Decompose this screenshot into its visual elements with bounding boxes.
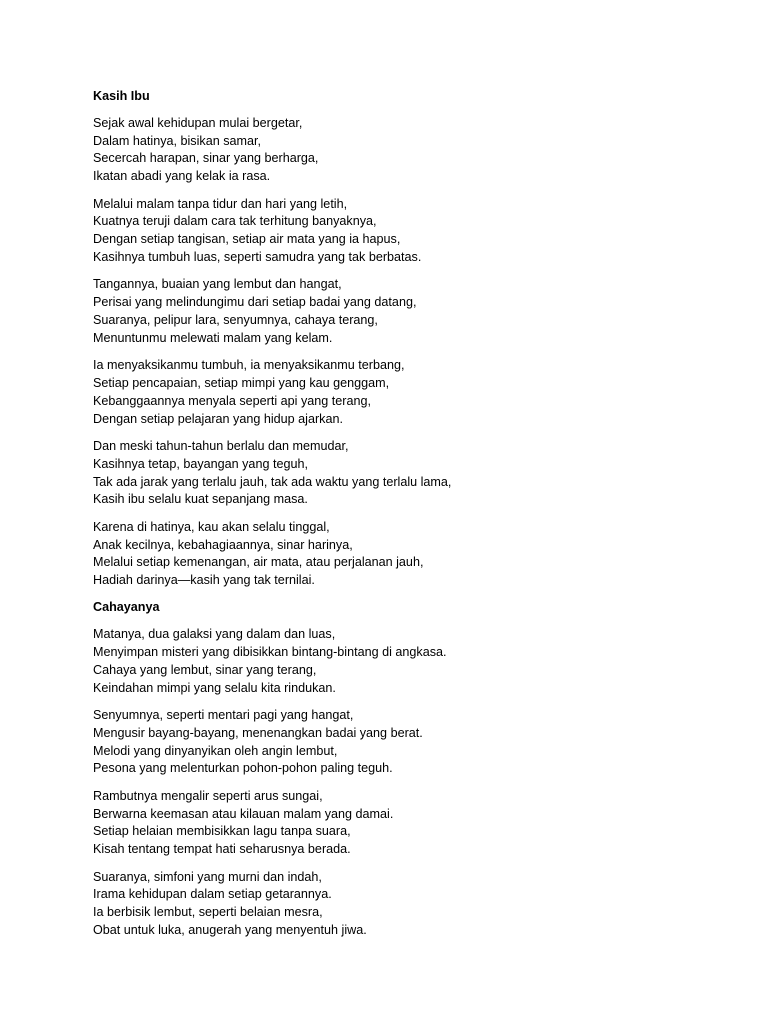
- poem-line: Dengan setiap tangisan, setiap air mata yang ia hapus,: [93, 232, 401, 247]
- poem-line: Berwarna keemasan atau kilauan malam yang damai.: [93, 806, 394, 821]
- poem-line: Dan meski tahun-tahun berlalu dan memudar,: [93, 438, 349, 453]
- stanza: [93, 276, 693, 347]
- poem-line: Secercah harapan, sinar yang berharga,: [93, 151, 319, 166]
- poem-line: Ikatan abadi yang kelak ia rasa.: [93, 169, 271, 184]
- poem-line: Tangannya, buaian yang lembut dan hangat,: [93, 277, 342, 292]
- poem-line: Kasih ibu selalu kuat sepanjang masa.: [93, 492, 308, 507]
- poem-line: Sejak awal kehidupan mulai bergetar,: [93, 115, 303, 130]
- poem-line: Dalam hatinya, bisikan samar,: [93, 133, 261, 148]
- poem-line: Mengusir bayang-bayang, menenangkan badai yang berat.: [93, 725, 423, 740]
- poem-line: Setiap pencapaian, setiap mimpi yang kau genggam,: [93, 375, 390, 390]
- stanza: [93, 869, 693, 940]
- poem-line: Suaranya, pelipur lara, senyumnya, cahaya terang,: [93, 312, 378, 327]
- poem-line: Menuntunmu melewati malam yang kelam.: [93, 330, 333, 345]
- poem-line: Melodi yang dinyanyikan oleh angin lembut,: [93, 743, 338, 758]
- poem-title: Cahayanya: [93, 600, 160, 615]
- stanza: [93, 788, 693, 859]
- poem-title: Kasih Ibu: [93, 89, 150, 103]
- poem-line: Rambutnya mengalir seperti arus sungai,: [93, 788, 323, 803]
- poem-line: Kasihnya tumbuh luas, seperti samudra yang tak berbatas.: [93, 249, 422, 264]
- poem-line: Perisai yang melindungimu dari setiap badai yang datang,: [93, 295, 417, 310]
- poem-line: Kebanggaannya menyala seperti api yang terang,: [93, 393, 371, 408]
- poem-line: Dengan setiap pelajaran yang hidup ajarkan.: [93, 411, 343, 426]
- stanza: [93, 438, 693, 509]
- poem-line: Cahaya yang lembut, sinar yang terang,: [93, 662, 317, 677]
- poem-line: Ia menyaksikanmu tumbuh, ia menyaksikanmu terbang,: [93, 358, 405, 373]
- stanza: [93, 707, 693, 778]
- poem-line: Kuatnya teruji dalam cara tak terhitung banyaknya,: [93, 214, 377, 229]
- poem-line: Senyumnya, seperti mentari pagi yang hangat,: [93, 708, 354, 723]
- poem-line: Pesona yang melenturkan pohon-pohon paling teguh.: [93, 761, 393, 776]
- stanza: [93, 626, 693, 697]
- poem-line: Suaranya, simfoni yang murni dan indah,: [93, 869, 322, 884]
- poem-line: Setiap helaian membisikkan lagu tanpa suara,: [93, 824, 351, 839]
- document-body: [93, 88, 693, 949]
- stanza: [93, 357, 693, 428]
- poem-line: Kasihnya tetap, bayangan yang teguh,: [93, 456, 308, 471]
- stanza: [93, 196, 693, 267]
- poem-line: Hadiah darinya—kasih yang tak ternilai.: [93, 573, 315, 588]
- poem-cahayanya: [93, 599, 693, 939]
- poem-line: Obat untuk luka, anugerah yang menyentuh jiwa.: [93, 923, 367, 938]
- poem-line: Ia berbisik lembut, seperti belaian mesra,: [93, 905, 323, 920]
- poem-line: Tak ada jarak yang terlalu jauh, tak ada waktu yang terlalu lama,: [93, 474, 452, 489]
- poem-line: Melalui setiap kemenangan, air mata, atau perjalanan jauh,: [93, 555, 424, 570]
- stanza: [93, 115, 693, 186]
- poem-kasih-ibu: [93, 88, 693, 590]
- poem-line: Menyimpan misteri yang dibisikkan bintang-bintang di angkasa.: [93, 645, 447, 660]
- poem-line: Keindahan mimpi yang selalu kita rindukan.: [93, 680, 336, 695]
- poem-line: Anak kecilnya, kebahagiaannya, sinar harinya,: [93, 537, 353, 552]
- poem-line: Irama kehidupan dalam setiap getarannya.: [93, 887, 332, 902]
- poem-line: Kisah tentang tempat hati seharusnya berada.: [93, 842, 351, 857]
- poem-line: Matanya, dua galaksi yang dalam dan luas,: [93, 627, 336, 642]
- poem-line: Karena di hatinya, kau akan selalu tinggal,: [93, 519, 330, 534]
- poem-line: Melalui malam tanpa tidur dan hari yang letih,: [93, 196, 348, 211]
- stanza: [93, 519, 693, 590]
